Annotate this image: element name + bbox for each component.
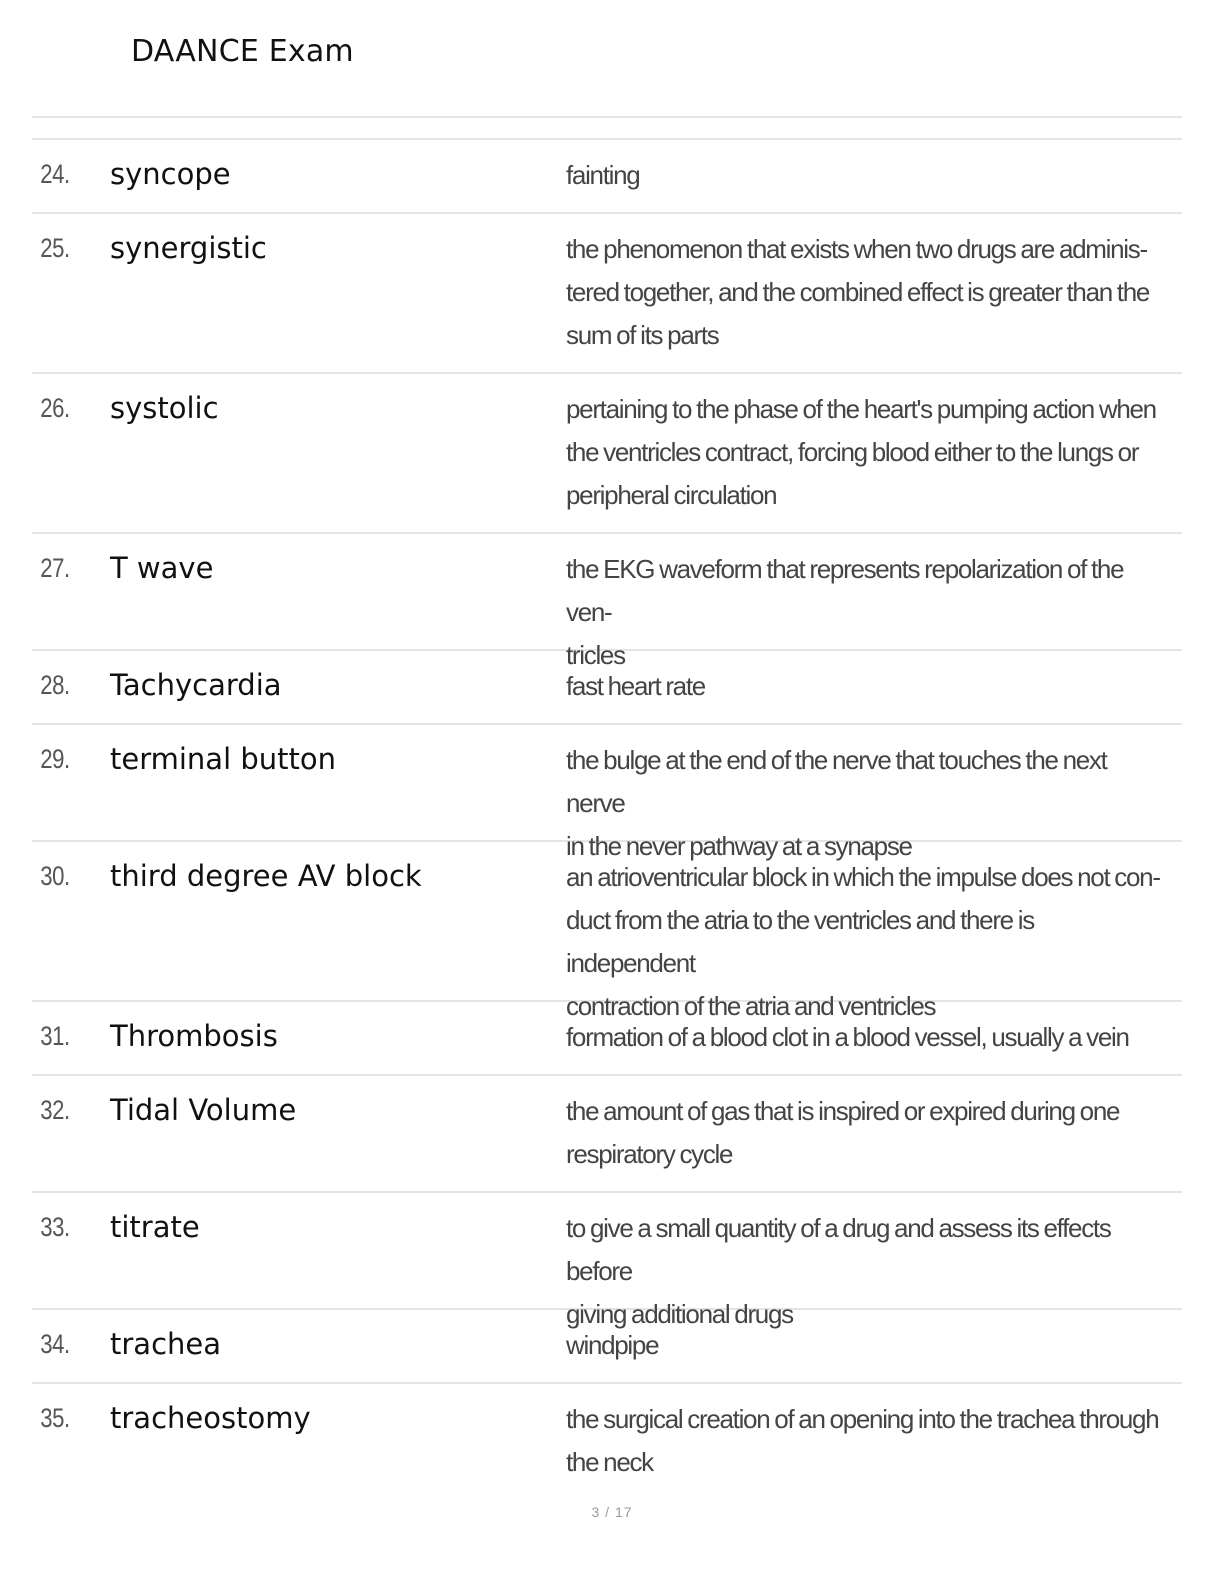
table-row (32, 140, 1182, 214)
definition-line: fast heart rate (566, 671, 705, 701)
flashcard-table (32, 138, 1182, 1501)
term: third degree AV block (110, 859, 422, 893)
definition-line: peripheral circulation (566, 480, 777, 510)
term: Tidal Volume (110, 1093, 297, 1127)
definition-line: pertaining to the phase of the heart's pumping action when (566, 394, 1156, 424)
term: trachea (110, 1327, 222, 1361)
term: Thrombosis (110, 1019, 278, 1053)
row-number: 32. (40, 1095, 70, 1125)
definition-line: the ventricles contract, forcing blood either to the lungs or (566, 437, 1139, 467)
header-divider (32, 116, 1182, 118)
definition (566, 228, 1166, 372)
definition-line: the phenomenon that exists when two drugs are adminis- (566, 234, 1147, 264)
row-number: 28. (40, 670, 70, 700)
definition-line: tered together, and the combined effect is greater than the (566, 277, 1150, 307)
row-number: 29. (40, 744, 70, 774)
row-number: 33. (40, 1212, 70, 1242)
row-number: 34. (40, 1329, 70, 1359)
definition-line: an atrioventricular block in which the impulse does not con- (566, 862, 1160, 892)
definition-line: contraction of the atria and ventricles (566, 991, 936, 1021)
term: systolic (110, 391, 219, 425)
definition-line: respiratory cycle (566, 1139, 733, 1169)
term: synergistic (110, 231, 267, 265)
term: titrate (110, 1210, 200, 1244)
definition (566, 665, 1166, 723)
term: T wave (110, 551, 214, 585)
page-title: DAANCE Exam (131, 34, 354, 69)
term: Tachycardia (110, 668, 282, 702)
definition-line: windpipe (566, 1330, 659, 1360)
row-number: 26. (40, 393, 70, 423)
page-number: 3 / 17 (591, 1504, 633, 1520)
term: syncope (110, 157, 231, 191)
definition-line: the surgical creation of an opening into the trachea through (566, 1404, 1159, 1434)
definition (566, 856, 1166, 1021)
row-number: 24. (40, 159, 70, 189)
definition (566, 1207, 1166, 1329)
table-row (32, 1384, 1182, 1501)
definition-line: sum of its parts (566, 320, 719, 350)
definition-line: the bulge at the end of the nerve that touches the next nerve (566, 745, 1107, 818)
row-number: 30. (40, 861, 70, 891)
term: terminal button (110, 742, 337, 776)
definition (566, 1398, 1166, 1501)
definition (566, 388, 1166, 532)
definition-line: formation of a blood clot in a blood vessel, usually a vein (566, 1022, 1129, 1052)
table-row (32, 1193, 1182, 1329)
definition-line: tricles (566, 640, 625, 670)
definition-line: to give a small quantity of a drug and assess its effects before (566, 1213, 1111, 1286)
table-row (32, 725, 1182, 861)
table-row (32, 842, 1182, 1021)
definition (566, 154, 1166, 212)
row-number: 27. (40, 553, 70, 583)
table-row (32, 1076, 1182, 1193)
row-number: 25. (40, 233, 70, 263)
table-row (32, 214, 1182, 374)
row-number: 35. (40, 1403, 70, 1433)
definition (566, 1090, 1166, 1191)
definition (566, 1016, 1166, 1074)
definition (566, 1324, 1166, 1382)
definition-line: the EKG waveform that represents repolarization of the ven- (566, 554, 1124, 627)
definition-line: giving additional drugs (566, 1299, 793, 1329)
term: tracheostomy (110, 1401, 311, 1435)
definition (566, 548, 1166, 670)
table-row (32, 374, 1182, 534)
definition-line: fainting (566, 160, 640, 190)
definition-line: duct from the atria to the ventricles and there is independent (566, 905, 1034, 978)
row-number: 31. (40, 1021, 70, 1051)
definition (566, 739, 1166, 861)
table-row (32, 534, 1182, 670)
definition-line: in the never pathway at a synapse (566, 831, 912, 861)
definition-line: the amount of gas that is inspired or expired during one (566, 1096, 1120, 1126)
definition-line: the neck (566, 1447, 653, 1477)
